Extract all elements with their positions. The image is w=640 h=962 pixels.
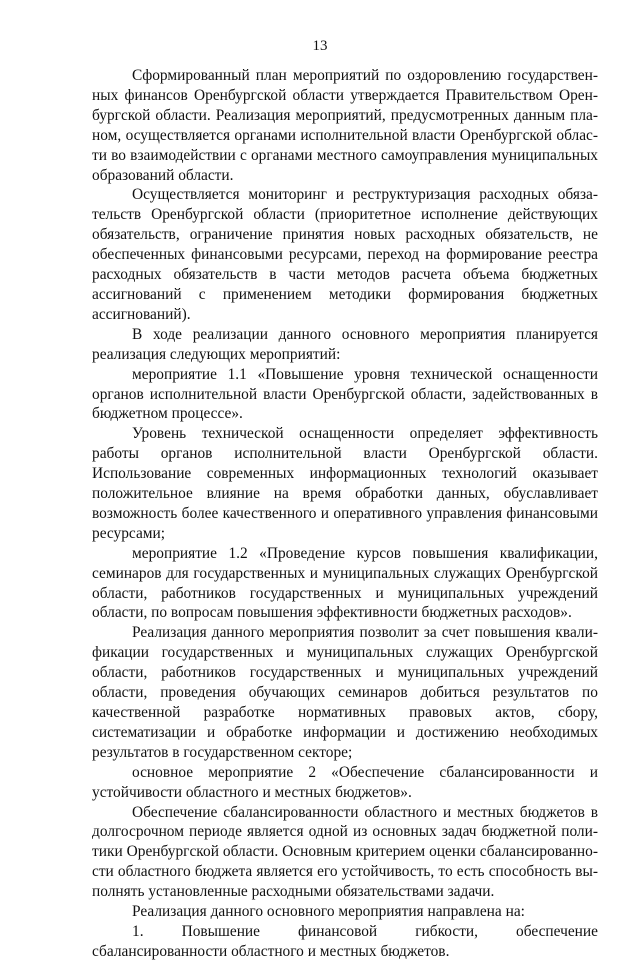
paragraph-training-results: Реализация данного мероприятия позволит за счет повышения квалификации государственных и муниципальных служащих Оренбургской области, работников государственных и муниципальных учреждений области, проведения обучающих семинаров добиться результатов по качественной разработке нормативных правовых актов, сбору, систематизации и обработке информации и достижению необходимых результатов в государственном секторе; — [92, 624, 598, 761]
paragraph-main-measure-2: основное мероприятие 2 «Обеспечение сбалансированности и устойчивости областного и местных бюджетов». — [92, 763, 598, 801]
paragraph-plan-approval: Сформированный план мероприятий по оздоровлению государственных финансов Оренбургской области утверждается Правительством Оренбургской области. Реализация мероприятий, предусмотренных данным планом, осуществляется органами исполнительной власти Оренбургской области во взаимодействии с органами местного самоуправления муниципальных образований области. — [92, 67, 598, 184]
paragraph-measure-1-1: мероприятие 1.1 «Повышение уровня технической оснащенности органов исполнительной власти Оренбургской области, задействованных в бюджетном процессе». — [92, 365, 598, 423]
page-number: 13 — [312, 38, 328, 54]
body-text — [92, 66, 598, 962]
paragraph-monitoring: Осуществляется мониторинг и реструктуризация расходных обязательств Оренбургской области (приоритетное исполнение действующих обязательств, ограничение принятия новых расходных обязательств, не обеспеченных финансовыми ресурсами, переход на формирование реестра расходных обязательств в части методов расчета объема бюджетных ассигнований с применением методики формирования бюджетных ассигнований). — [92, 186, 598, 323]
paragraph-aimed-at: Реализация данного основного мероприятия направлена на: — [132, 903, 525, 921]
paragraph-item-1: 1. Повышение финансовой гибкости, обеспечение сбалансированности областного и местных бюджетов. — [92, 922, 598, 960]
paragraph-technical-equipment: Уровень технической оснащенности определяет эффективность работы органов исполнительной власти Оренбургской области. Использование современных информационных технологий оказывает положительное влияние на время обработки данных, обуславливает возможность более качественного и оперативного управления финансовыми ресурсами; — [92, 425, 598, 542]
paragraph-activities-intro: В ходе реализации данного основного мероприятия планируется реализация следующих мероприятий: — [92, 325, 598, 363]
paragraph-measure-1-2: мероприятие 1.2 «Проведение курсов повышения квалификации, семинаров для государственных и муниципальных служащих Оренбургской области, работников государственных и муниципальных учреждений области, по вопросам повышения эффективности бюджетных расходов». — [92, 544, 598, 622]
paragraph-budget-balance: Обеспечение сбалансированности областного и местных бюджетов в долгосрочном периоде является одной из основных задач бюджетной политики Оренбургской области. Основным критерием оценки сбалансированности областного бюджета является его устойчивость, то есть способность выполнять установленные расходными обязательствами задачи. — [92, 803, 598, 901]
